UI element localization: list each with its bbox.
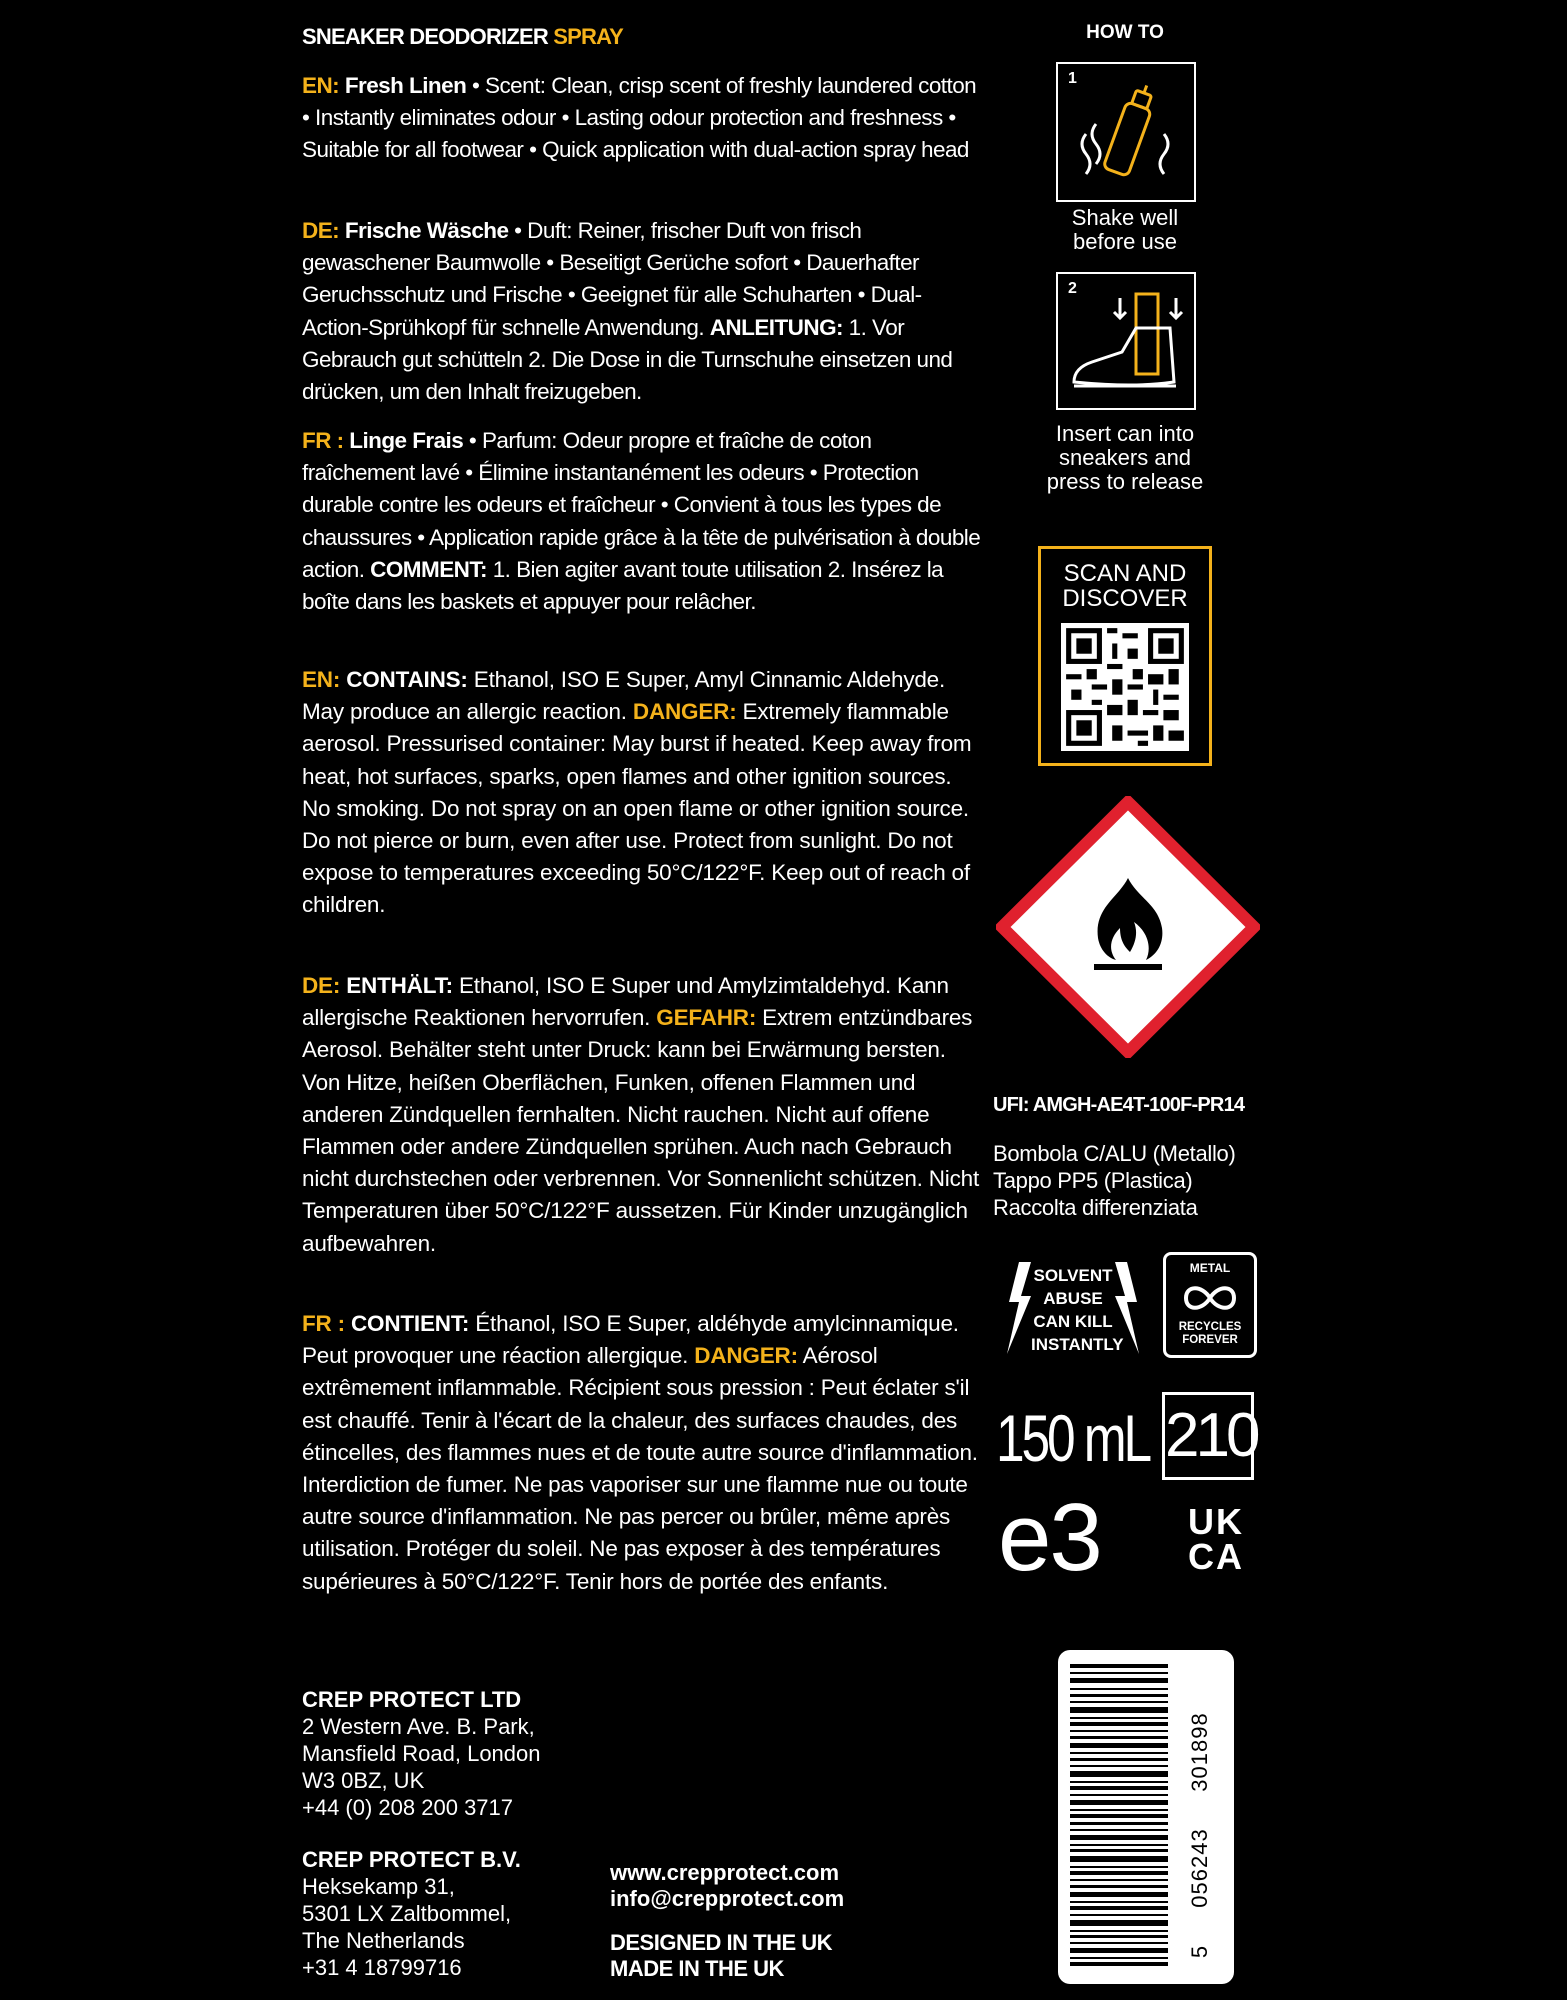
contains-label-de: ENTHÄLT:	[340, 973, 453, 998]
scan-box	[1038, 546, 1212, 766]
company-uk	[302, 1686, 541, 1821]
step2-caption: Insert can into sneakers and press to release	[1046, 421, 1204, 494]
howto-label-fr: COMMENT:	[370, 556, 487, 582]
email-link[interactable]: info@crepprotect.com	[610, 1886, 845, 1911]
title-accent: SPRAY	[553, 24, 624, 49]
company-nl-line1: Heksekamp 31,	[302, 1874, 455, 1899]
product-title	[302, 24, 623, 50]
warning-code-fr: FR :	[302, 1311, 345, 1336]
description-de	[302, 215, 982, 408]
scent-name-de: Frische Wäsche	[344, 218, 509, 243]
made-in: MADE IN THE UK	[610, 1956, 784, 1981]
barcode-digits	[1174, 1650, 1224, 1984]
step1-number: 1	[1068, 70, 1077, 87]
flammable-pictogram-icon	[996, 796, 1260, 1058]
shaking-can-icon	[1058, 64, 1194, 200]
howto-text-fr: 1. Bien agiter avant toute utilisation 2. Insérez la boîte dans les baskets et appuyer pour relâcher.	[302, 556, 944, 615]
metal-bottom-text: RECYCLES FOREVER	[1178, 1321, 1242, 1346]
contains-text-fr: Éthanol, ISO E Super, aldéhyde amylcinnamique. Peut provoquer une réaction allergique.	[302, 1311, 959, 1369]
danger-text-en: Extremely flammable aerosol. Pressurised container: May burst if heated. Keep away from heat, hot surfaces, sparks, open flames and other ignition sources. No smoking. Do not spray on an open flame or other ignition source. Do not pierce or burn, even after use. Protect from sunlight. Do not expose to temperatures exceeding 50°C/122°F. Keep out of reach of children.	[302, 699, 972, 918]
warning-fr	[302, 1308, 982, 1598]
step2-number: 2	[1068, 280, 1077, 297]
danger-label-de: GEFAHR:	[656, 1005, 757, 1031]
danger-label-fr: DANGER:	[694, 1343, 798, 1369]
designed-in: DESIGNED IN THE UK	[610, 1930, 833, 1955]
lang-code-en: EN:	[302, 73, 340, 98]
scent-name-fr: Linge Frais	[349, 428, 464, 453]
origin-info	[610, 1930, 832, 1982]
barcode-label	[1058, 1650, 1234, 1984]
recycling-line2: Tappo PP5 (Plastica)	[993, 1168, 1193, 1193]
description-en	[302, 70, 982, 167]
danger-text-de: Extrem entzündbares Aerosol. Behälter steht unter Druck: kann bei Erwärmung bersten. Von Hitze, heißen Oberflächen, Funken, offenen Flammen und anderen Zündquellen fernhalten. Nicht rauchen. Nicht auf offene Flammen oder andere Zündquellen sprühen. Auch nach Gebrauch nicht durchstechen oder verbrennen. Vor Sonnenlicht schützen. Nicht Temperaturen über 50°C/122°F aussetzen. Für Kinder unzugänglich aufbewahren.	[302, 1005, 980, 1256]
volume-value: 150 mL	[996, 1401, 1149, 1475]
description-text-fr: • Parfum: Odeur propre et fraîche de coton fraîchement lavé • Élimine instantanément les odeurs • Protection durable contre les odeurs et fraîcheur • Convient à tous les types de chaussures • Application rapide grâce à la tête de pulvérisation à double action.	[302, 428, 981, 582]
can-in-sneaker-icon	[1058, 274, 1194, 408]
ufi-code: UFI: AMGH-AE4T-100F-PR14	[993, 1094, 1245, 1116]
company-nl-phone: +31 4 18799716	[302, 1955, 462, 1980]
company-uk-line3: W3 0BZ, UK	[302, 1768, 425, 1793]
company-uk-name: CREP PROTECT LTD	[302, 1687, 522, 1712]
volume-boxed: 210	[1162, 1392, 1254, 1480]
lang-code-fr: FR :	[302, 428, 344, 453]
barcode-digits-2: 056243	[1187, 1828, 1212, 1908]
description-text-de: • Duft: Reiner, frischer Duft von frisch gewaschener Baumwolle • Beseitigt Gerüche sofort • Dauerhafter Geruchsschutz und Frische • Geeignet für alle Schuharten • Dual-Action-Sprühkopf für schnelle Anwendung.	[302, 218, 922, 340]
solvent-warning	[1005, 1256, 1141, 1360]
company-uk-phone: +44 (0) 208 200 3717	[302, 1795, 514, 1820]
website-link[interactable]: www.crepprotect.com	[610, 1860, 840, 1885]
company-nl-name: CREP PROTECT B.V.	[302, 1847, 521, 1872]
recycling-line1: Bombola C/ALU (Metallo)	[993, 1141, 1236, 1166]
scan-title: SCAN AND DISCOVER	[1062, 560, 1188, 612]
warning-en	[302, 664, 982, 922]
e-mark: e3	[998, 1484, 1101, 1591]
contains-text-en: Ethanol, ISO E Super, Amyl Cinnamic Aldehyde. May produce an allergic reaction.	[302, 667, 946, 725]
metal-recycles-badge	[1163, 1252, 1257, 1358]
title-main: SNEAKER DEODORIZER	[302, 24, 554, 49]
web-contact	[610, 1860, 844, 1912]
step1-caption: Shake well before use	[1071, 205, 1179, 254]
barcode-icon	[1070, 1664, 1168, 1970]
danger-text-fr: Aérosol extrêmement inflammable. Récipient sous pression : Peut éclater s'il est chauffé. Tenir à l'écart de la chaleur, des surfaces chaudes, des étincelles, des flammes nues et de toute autre source d'inflammation. Interdiction de fumer. Ne pas vaporiser sur une flamme nue ou toute autre source d'inflammation. Ne pas percer ou brûler, même après utilisation. Protéger du soleil. Ne pas exposer à des températures supérieures à 50°C/122°F. Tenir hors de portée des enfants.	[302, 1343, 978, 1594]
ukca-mark: UK CA	[1188, 1501, 1244, 1577]
solvent-text: SOLVENT ABUSE CAN KILL INSTANTLY	[1031, 1266, 1124, 1354]
barcode-digits-1: 5	[1187, 1945, 1212, 1959]
company-nl-line2: 5301 LX Zaltbommel,	[302, 1901, 512, 1926]
metal-top-text: METAL	[1189, 1261, 1231, 1275]
recycling-line3: Raccolta differenziata	[993, 1195, 1198, 1220]
contains-label-fr: CONTIENT:	[344, 1311, 470, 1336]
warning-code-en: EN:	[302, 667, 341, 692]
lang-code-de: DE:	[302, 218, 340, 243]
company-nl-line3: The Netherlands	[302, 1928, 465, 1953]
howto-label-de: ANLEITUNG:	[709, 314, 843, 340]
contains-text-de: Ethanol, ISO E Super und Amylzimtaldehyd. Kann allergische Reaktionen hervorrufen.	[302, 973, 949, 1031]
howto-text-de: 1. Vor Gebrauch gut schütteln 2. Die Dose in die Turnschuhe einsetzen und drücken, um den Inhalt freizugeben.	[302, 314, 953, 405]
warning-de	[302, 970, 982, 1260]
barcode-digits-3: 301898	[1187, 1712, 1212, 1792]
description-fr	[302, 425, 982, 618]
howto-title: HOW TO	[1086, 22, 1164, 43]
warning-code-de: DE:	[302, 973, 341, 998]
company-nl	[302, 1846, 521, 1981]
scent-name-en: Fresh Linen	[344, 73, 467, 98]
howto-step2-box	[1056, 272, 1196, 410]
description-text-en: • Scent: Clean, crisp scent of freshly laundered cotton • Instantly eliminates odour • Lasting odour protection and freshness • Suitable for all footwear • Quick application with dual-action spray head	[302, 73, 977, 163]
qr-code-icon[interactable]	[1061, 623, 1189, 751]
contains-label-en: CONTAINS:	[340, 667, 468, 692]
infinity-icon	[1180, 1281, 1240, 1315]
danger-label-en: DANGER:	[632, 699, 737, 725]
company-uk-line1: 2 Western Ave. B. Park,	[302, 1714, 535, 1739]
howto-step1-box	[1056, 62, 1196, 202]
company-uk-line2: Mansfield Road, London	[302, 1741, 541, 1766]
volume-row	[996, 1392, 1257, 1484]
recycling-info	[993, 1140, 1236, 1221]
